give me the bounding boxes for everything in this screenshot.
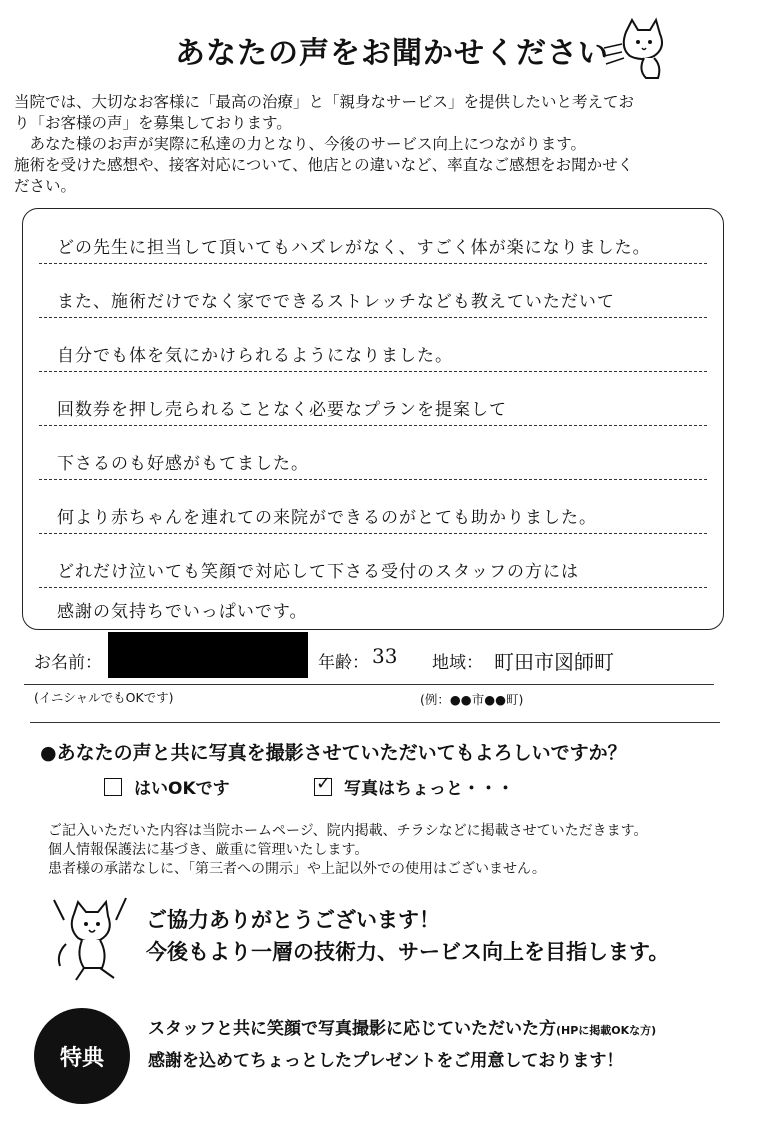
cat-icon: [598, 14, 678, 84]
privacy-notes: [48, 822, 768, 879]
bonus-badge: 特典: [34, 1008, 130, 1104]
bonus-line-1-note: (HPに掲載OKな方): [556, 1024, 657, 1037]
thanks-line-2: 今後もより一層の技術力、サービス向上を目指します。: [146, 940, 670, 964]
photo-option-no[interactable]: [314, 774, 514, 799]
bonus-text: [148, 1014, 656, 1076]
photo-question: ●あなたの声と共に写真を撮影させていただいてもよろしいですか？: [40, 742, 627, 764]
intro-line: 施術を受けた感想や、接客対応について、他店との違いなど、率直なご感想をお聞かせく: [14, 156, 634, 174]
message-box[interactable]: [22, 208, 724, 630]
checkbox-no[interactable]: [314, 773, 332, 796]
option-no-label: 写真はちょっと・・・: [344, 779, 514, 799]
message-line: 回数券を押し売られることなく必要なプランを提案して: [39, 371, 707, 426]
message-line: 自分でも体を気にかけられるようになりました。: [39, 317, 707, 372]
divider: [30, 722, 720, 723]
message-line: 感謝の気持ちでいっぱいです。: [57, 602, 308, 622]
message-line: どの先生に担当して頂いてもハズレがなく、すごく体が楽になりました。: [39, 209, 707, 264]
intro-line: ださい。: [14, 177, 77, 195]
checkmark-icon: ✓: [316, 773, 332, 794]
bonus-line-1: スタッフと共に笑顔で写真撮影に応じていただいた方: [148, 1019, 556, 1039]
thanks-message: [146, 904, 669, 968]
message-line: 何より赤ちゃんを連れての来院ができるのがとても助かりました。: [39, 479, 707, 534]
message-line: どれだけ泣いても笑顔で対応して下さる受付のスタッフの方には: [39, 533, 707, 588]
region-note: (例：●●市●●町): [420, 692, 524, 707]
intro-line: あなた様のお声が実際に私達の力となり、今後のサービス向上につながります。: [14, 135, 586, 153]
note-line: ご記入いただいた内容は当院ホームページ、院内掲載、チラシなどに掲載させていただきます。: [48, 823, 648, 839]
region-value[interactable]: 町田市図師町: [494, 650, 614, 674]
checkbox-yes[interactable]: [104, 778, 122, 796]
intro-line: り「お客様の声」を募集しております。: [14, 114, 292, 132]
note-line: 個人情報保護法に基づき、厳重に管理いたします。: [48, 842, 369, 858]
cheering-cat-icon: [46, 894, 136, 986]
region-label: 地域：: [432, 653, 483, 673]
name-redacted: [108, 632, 308, 678]
intro-line: 当院では、大切なお客様に「最高の治療」と「親身なサービス」を提供したいと考えてお: [14, 93, 635, 111]
message-line: 下さるのも好感がもてました。: [39, 425, 707, 480]
name-note: (イニシャルでもOKです): [34, 690, 174, 705]
photo-option-yes[interactable]: [104, 774, 230, 799]
age-label: 年齢：: [318, 653, 369, 673]
page-title: あなたの声をお聞かせください: [175, 36, 609, 71]
age-value[interactable]: 33: [372, 644, 398, 668]
thanks-line-1: ご協力ありがとうございます！: [146, 908, 440, 932]
bonus-line-2: 感謝を込めてちょっとしたプレゼントをご用意しております！: [148, 1051, 624, 1071]
note-line: 患者様の承諾なしに、「第三者への開示」や上記以外での使用はございません。: [48, 861, 546, 877]
intro-text: [14, 92, 764, 197]
option-yes-label: はいOKです: [134, 779, 230, 799]
name-label: お名前：: [34, 653, 102, 673]
divider: [24, 684, 714, 685]
message-line: また、施術だけでなく家でできるストレッチなども教えていただいて: [39, 263, 707, 318]
